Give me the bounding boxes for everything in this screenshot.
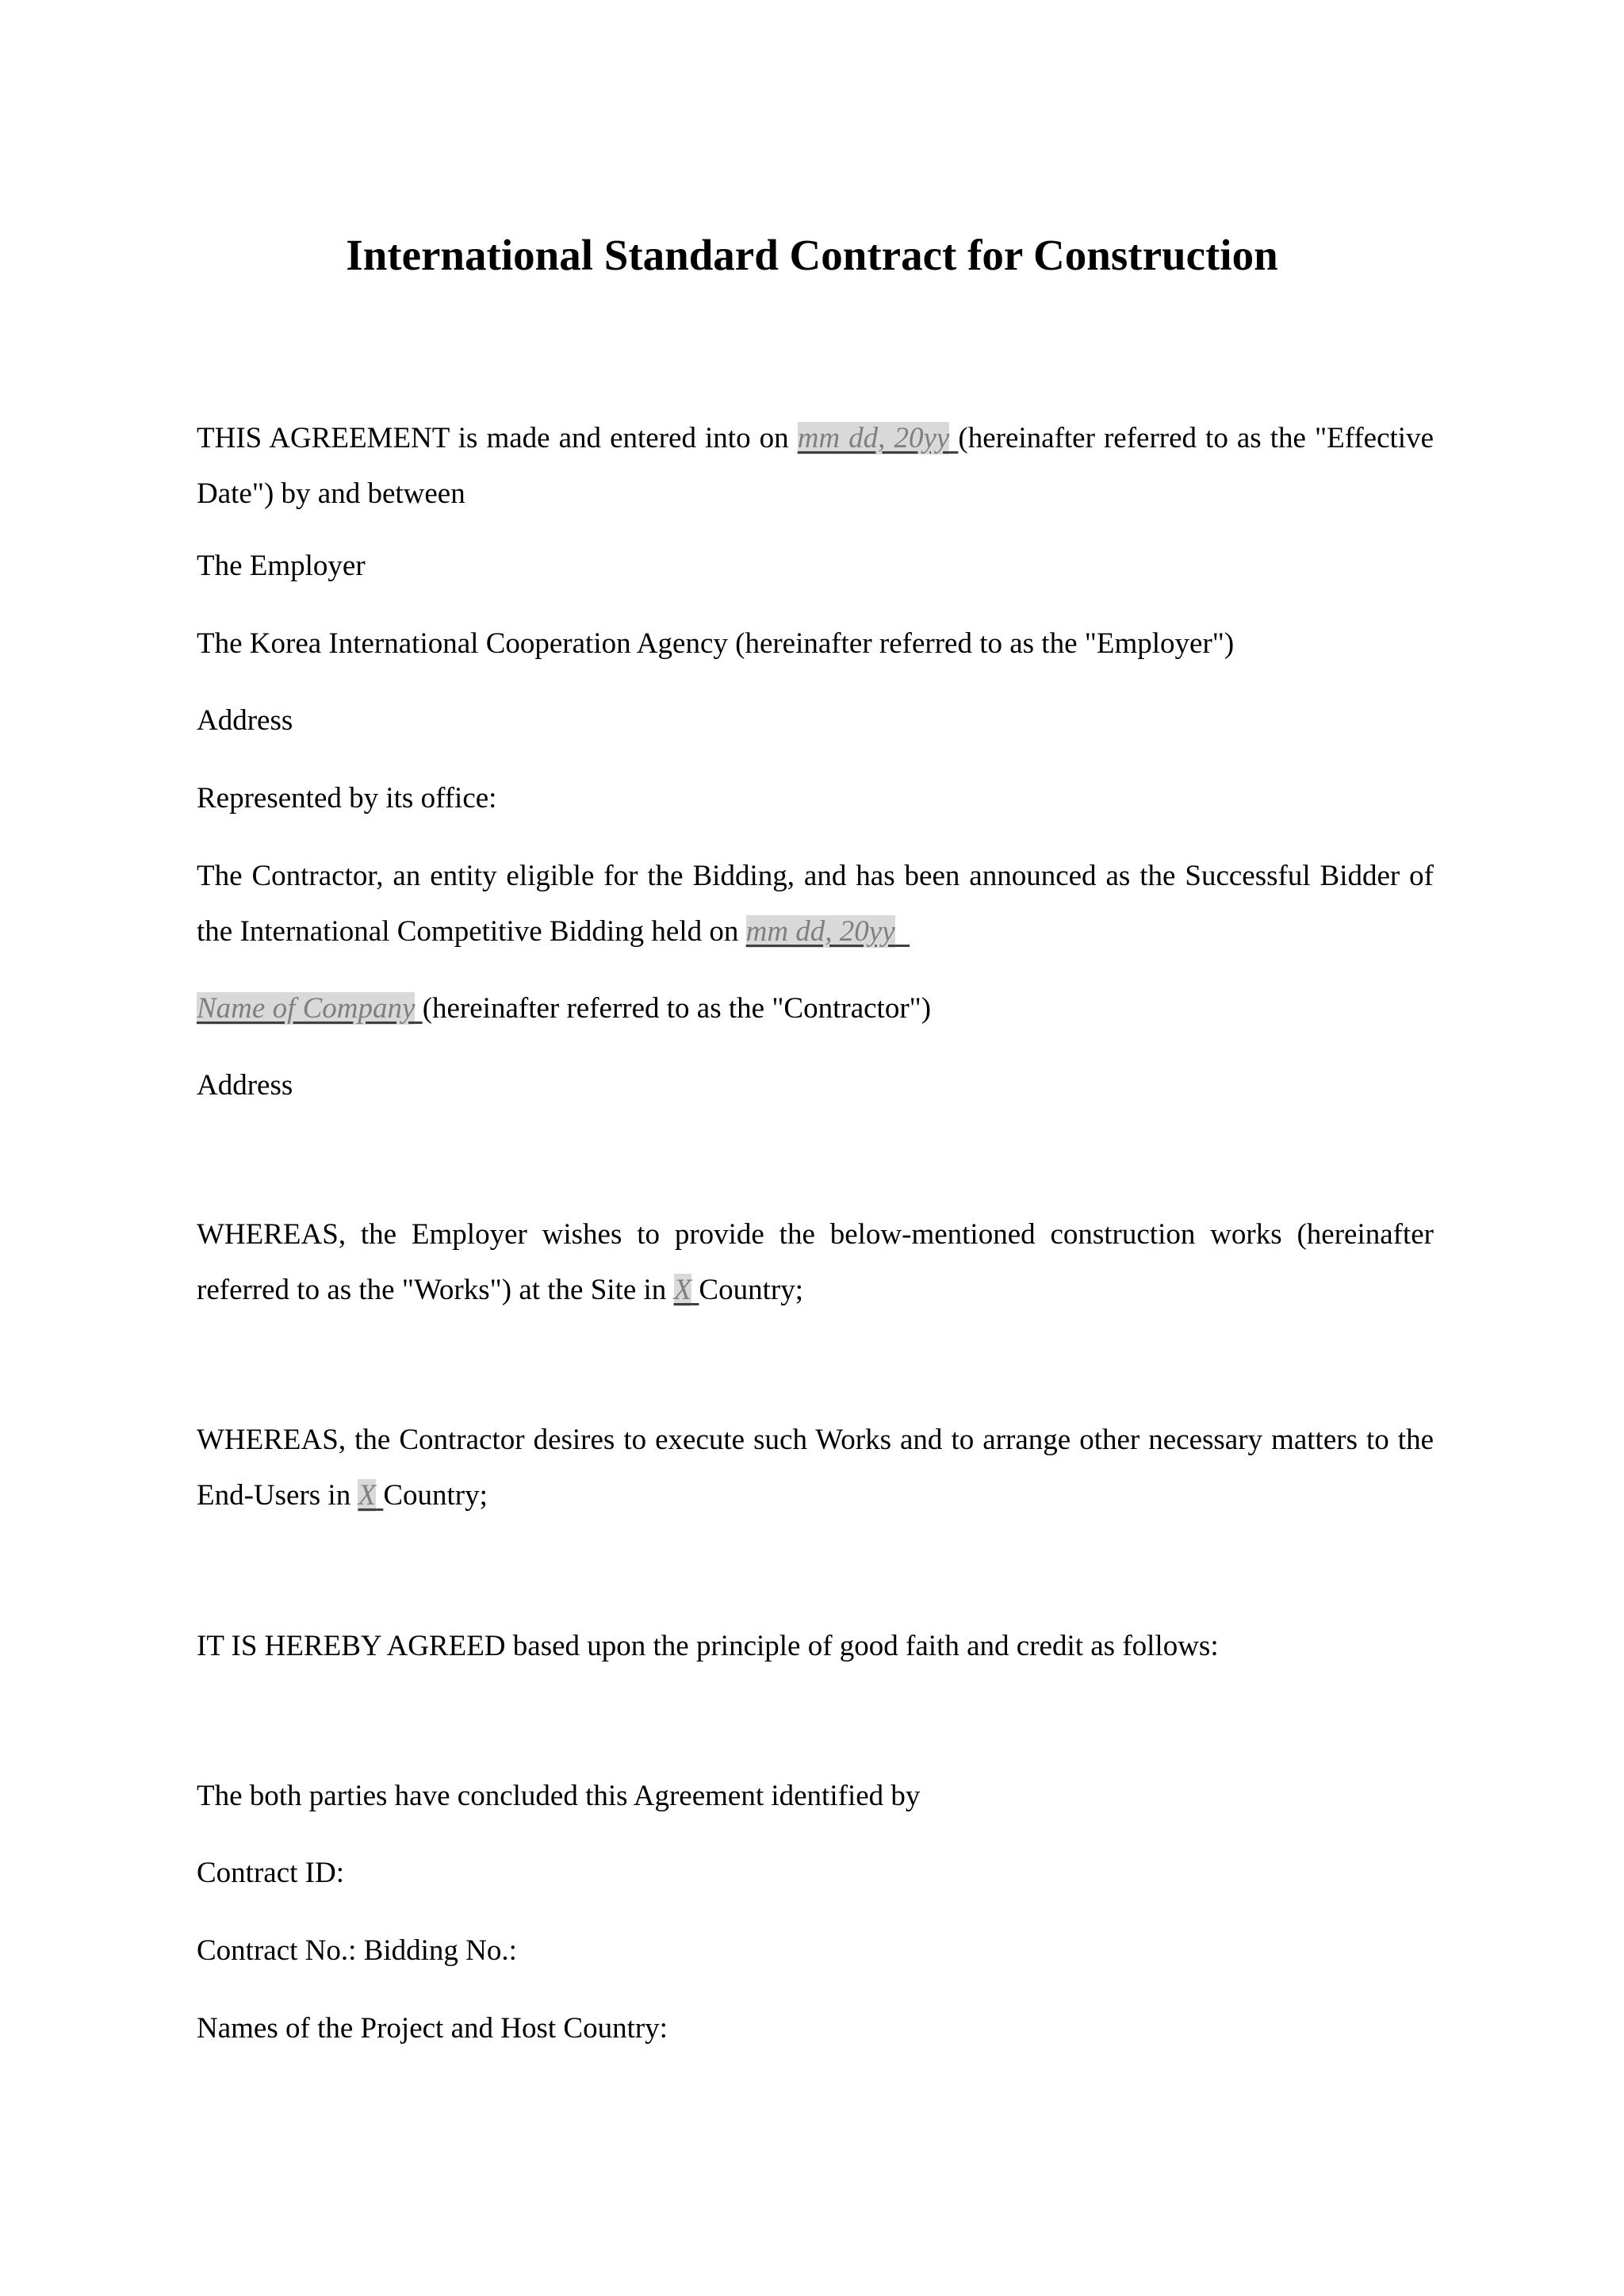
- field-underline: [415, 992, 422, 1025]
- whereas-contractor-end: Country;: [383, 1479, 488, 1512]
- field-underline: [949, 422, 958, 454]
- employer-heading: The Employer: [197, 550, 366, 582]
- project-names-label: Names of the Project and Host Country:: [197, 2012, 668, 2045]
- contract-id-label: Contract ID:: [197, 1857, 344, 1889]
- agreement-paragraph: [197, 411, 1434, 522]
- agreed-line: IT IS HEREBY AGREED based upon the principle of good faith and credit as follows:: [197, 1630, 1219, 1662]
- employer-line: The Korea International Cooperation Agency (hereinafter referred to as the "Employer"): [197, 627, 1235, 660]
- agreement-text-end: (hereinafter referred to as the "Effective Date") by and between: [197, 422, 1434, 510]
- bidding-date-field[interactable]: mm dd, 20yy: [745, 915, 895, 948]
- concluded-line: The both parties have concluded this Agreement identified by: [197, 1780, 921, 1812]
- contract-number-label: Contract No.: Bidding No.:: [197, 1934, 517, 1967]
- effective-date-field[interactable]: mm dd, 20yy: [797, 422, 950, 454]
- end-user-country-field[interactable]: X: [358, 1479, 377, 1512]
- document-title: International Standard Contract for Construction: [346, 231, 1278, 279]
- company-line-text: (hereinafter referred to as the "Contractor"): [422, 992, 932, 1025]
- whereas-employer-paragraph: [197, 1207, 1434, 1318]
- company-line: [197, 981, 1434, 1037]
- field-underline: [895, 915, 910, 948]
- contractor-address-label: Address: [197, 1069, 293, 1102]
- represented-line: Represented by its office:: [197, 782, 497, 815]
- contractor-paragraph: [197, 849, 1434, 960]
- whereas-contractor-text: WHEREAS, the Contractor desires to execute such Works and to arrange other necessary matters to the End-Users in: [197, 1424, 1434, 1512]
- whereas-employer-end: Country;: [699, 1274, 803, 1306]
- site-country-field[interactable]: X: [673, 1274, 692, 1306]
- contractor-text: The Contractor, an entity eligible for the Bidding, and has been announced as the Successful Bidder of the International Competitive Bidding held on: [197, 860, 1434, 948]
- employer-address-label: Address: [197, 704, 293, 737]
- company-name-field[interactable]: Name of Company: [197, 992, 416, 1025]
- agreement-text-start: THIS AGREEMENT is made and entered into on: [197, 422, 798, 454]
- whereas-employer-text: WHEREAS, the Employer wishes to provide the below-mentioned construction works (hereinafter referred to as the "Works") at the Site in: [197, 1218, 1434, 1306]
- whereas-contractor-paragraph: [197, 1412, 1434, 1524]
- field-underline: [376, 1479, 383, 1512]
